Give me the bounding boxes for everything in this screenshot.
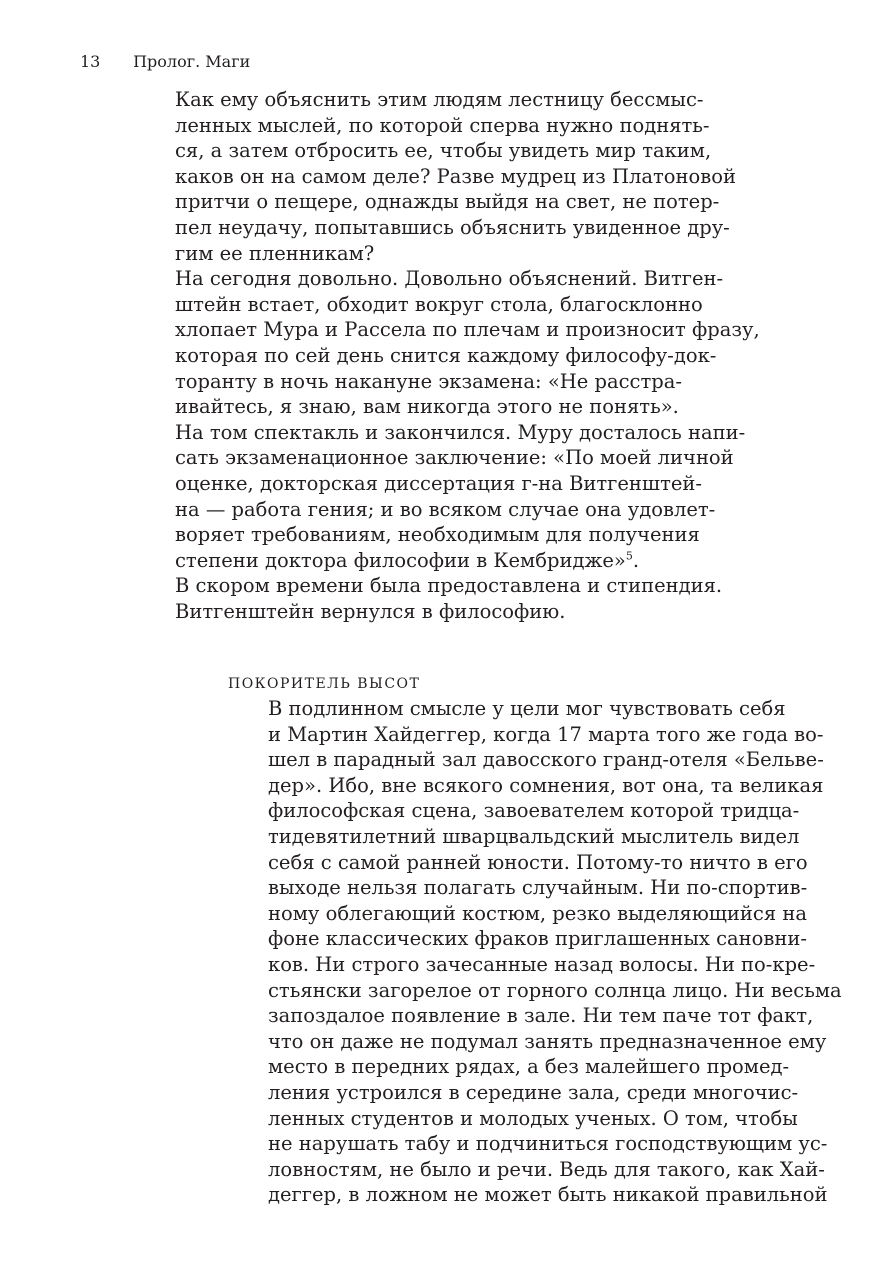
text-line: ловностям, не было и речи. Ведь для такого, как Хай- — [268, 1157, 825, 1181]
running-head-title: Пролог. Маги — [133, 52, 251, 71]
text-line: ков. Ни строго зачесанные назад волосы. Ни по-кре- — [268, 952, 816, 976]
text-line-with-footnote — [175, 548, 760, 574]
text-line: выходе нельзя полагать случайным. Ни по-спортив- — [268, 876, 808, 900]
body-text-top — [175, 87, 760, 624]
body-text-bottom — [268, 696, 842, 1208]
text-line: торанту в ночь накануне экзамена: «Не расстра- — [175, 369, 682, 393]
page-number: 13 — [80, 52, 101, 71]
text-line: что он даже не подумал занять предназначенное ему — [268, 1029, 827, 1053]
text-line: ному облегающий костюм, резко выделяющийся на — [268, 901, 807, 925]
running-head — [80, 52, 250, 72]
text-line: На сегодня довольно. Довольно объяснений. Витген- — [175, 267, 724, 291]
section-heading: ПОКОРИТЕЛЬ ВЫСОТ — [228, 676, 421, 692]
text-line: ления устроился в середине зала, среди многочис- — [268, 1080, 799, 1104]
text-line: хлопает Мура и Рассела по плечам и произносит фразу, — [175, 318, 760, 342]
text-line: В скором времени была предоставлена и стипендия. — [175, 574, 723, 598]
text-line: на — работа гения; и во всяком случае она удовлет- — [175, 497, 716, 521]
text-line: ивайтесь, я знаю, вам никогда этого не понять». — [175, 395, 679, 419]
text-line: гим ее пленникам? — [175, 241, 375, 265]
text-line: дер». Ибо, вне всякого сомнения, вот она, та великая — [268, 773, 824, 797]
text-line: не нарушать табу и подчиниться господствующим ус- — [268, 1132, 828, 1156]
text-line: воряет требованиям, необходимым для получения — [175, 523, 700, 547]
text-line: и Мартин Хайдеггер, когда 17 марта того же года во- — [268, 722, 824, 746]
text-line: пел неудачу, попытавшись объяснить увиденное дру- — [175, 215, 730, 239]
text-line: Витгенштейн вернулся в философию. — [175, 599, 566, 623]
text-line: которая по сей день снится каждому философу-док- — [175, 343, 717, 367]
text-line: На том спектакль и закончился. Муру досталось напи- — [175, 420, 746, 444]
text-line: стьянски загорелое от горного солнца лицо. Ни весьма — [268, 978, 842, 1002]
footnote-reference[interactable]: 5 — [625, 549, 633, 563]
text-line: каков он на самом деле? Разве мудрец из Платоновой — [175, 164, 736, 188]
text-line: фоне классических фраков приглашенных сановни- — [268, 927, 807, 951]
text-line: Как ему объяснить этим людям лестницу бессмыс- — [175, 88, 704, 111]
text-line: место в передних рядах, а без малейшего промед- — [268, 1055, 790, 1079]
text-line: В подлинном смысле у цели мог чувствовать себя — [268, 697, 786, 720]
text-line: ся, а затем отбросить ее, чтобы увидеть мир таким, — [175, 139, 712, 163]
text-line: шел в парадный зал давосского гранд-отеля «Бельве- — [268, 748, 824, 772]
text-line: тидевятилетний шварцвальдский мыслитель видел — [268, 824, 800, 848]
text-line: себя с самой ранней юности. Потому-то ничто в его — [268, 850, 808, 874]
text-line: притчи о пещере, однажды выйдя на свет, не потер- — [175, 190, 720, 214]
text-line: запоздалое появление в зале. Ни тем паче тот факт, — [268, 1004, 814, 1028]
text-line: философская сцена, завоевателем которой тридца- — [268, 799, 800, 823]
text-line: оценке, докторская диссертация г-на Витгенштей- — [175, 471, 702, 495]
text-line: деггер, в ложном не может быть никакой правильной — [268, 1183, 828, 1207]
text-line: ленных мыслей, по которой сперва нужно поднять- — [175, 113, 710, 137]
text-line-content: степени доктора философии в Кембридже» — [175, 548, 626, 572]
text-line: сать экзаменационное заключение: «По моей личной — [175, 446, 734, 470]
text-line: штейн встает, обходит вокруг стола, благосклонно — [175, 292, 703, 316]
text-line: ленных студентов и молодых ученых. О том, чтобы — [268, 1106, 798, 1130]
footnote-suffix: . — [632, 548, 640, 572]
